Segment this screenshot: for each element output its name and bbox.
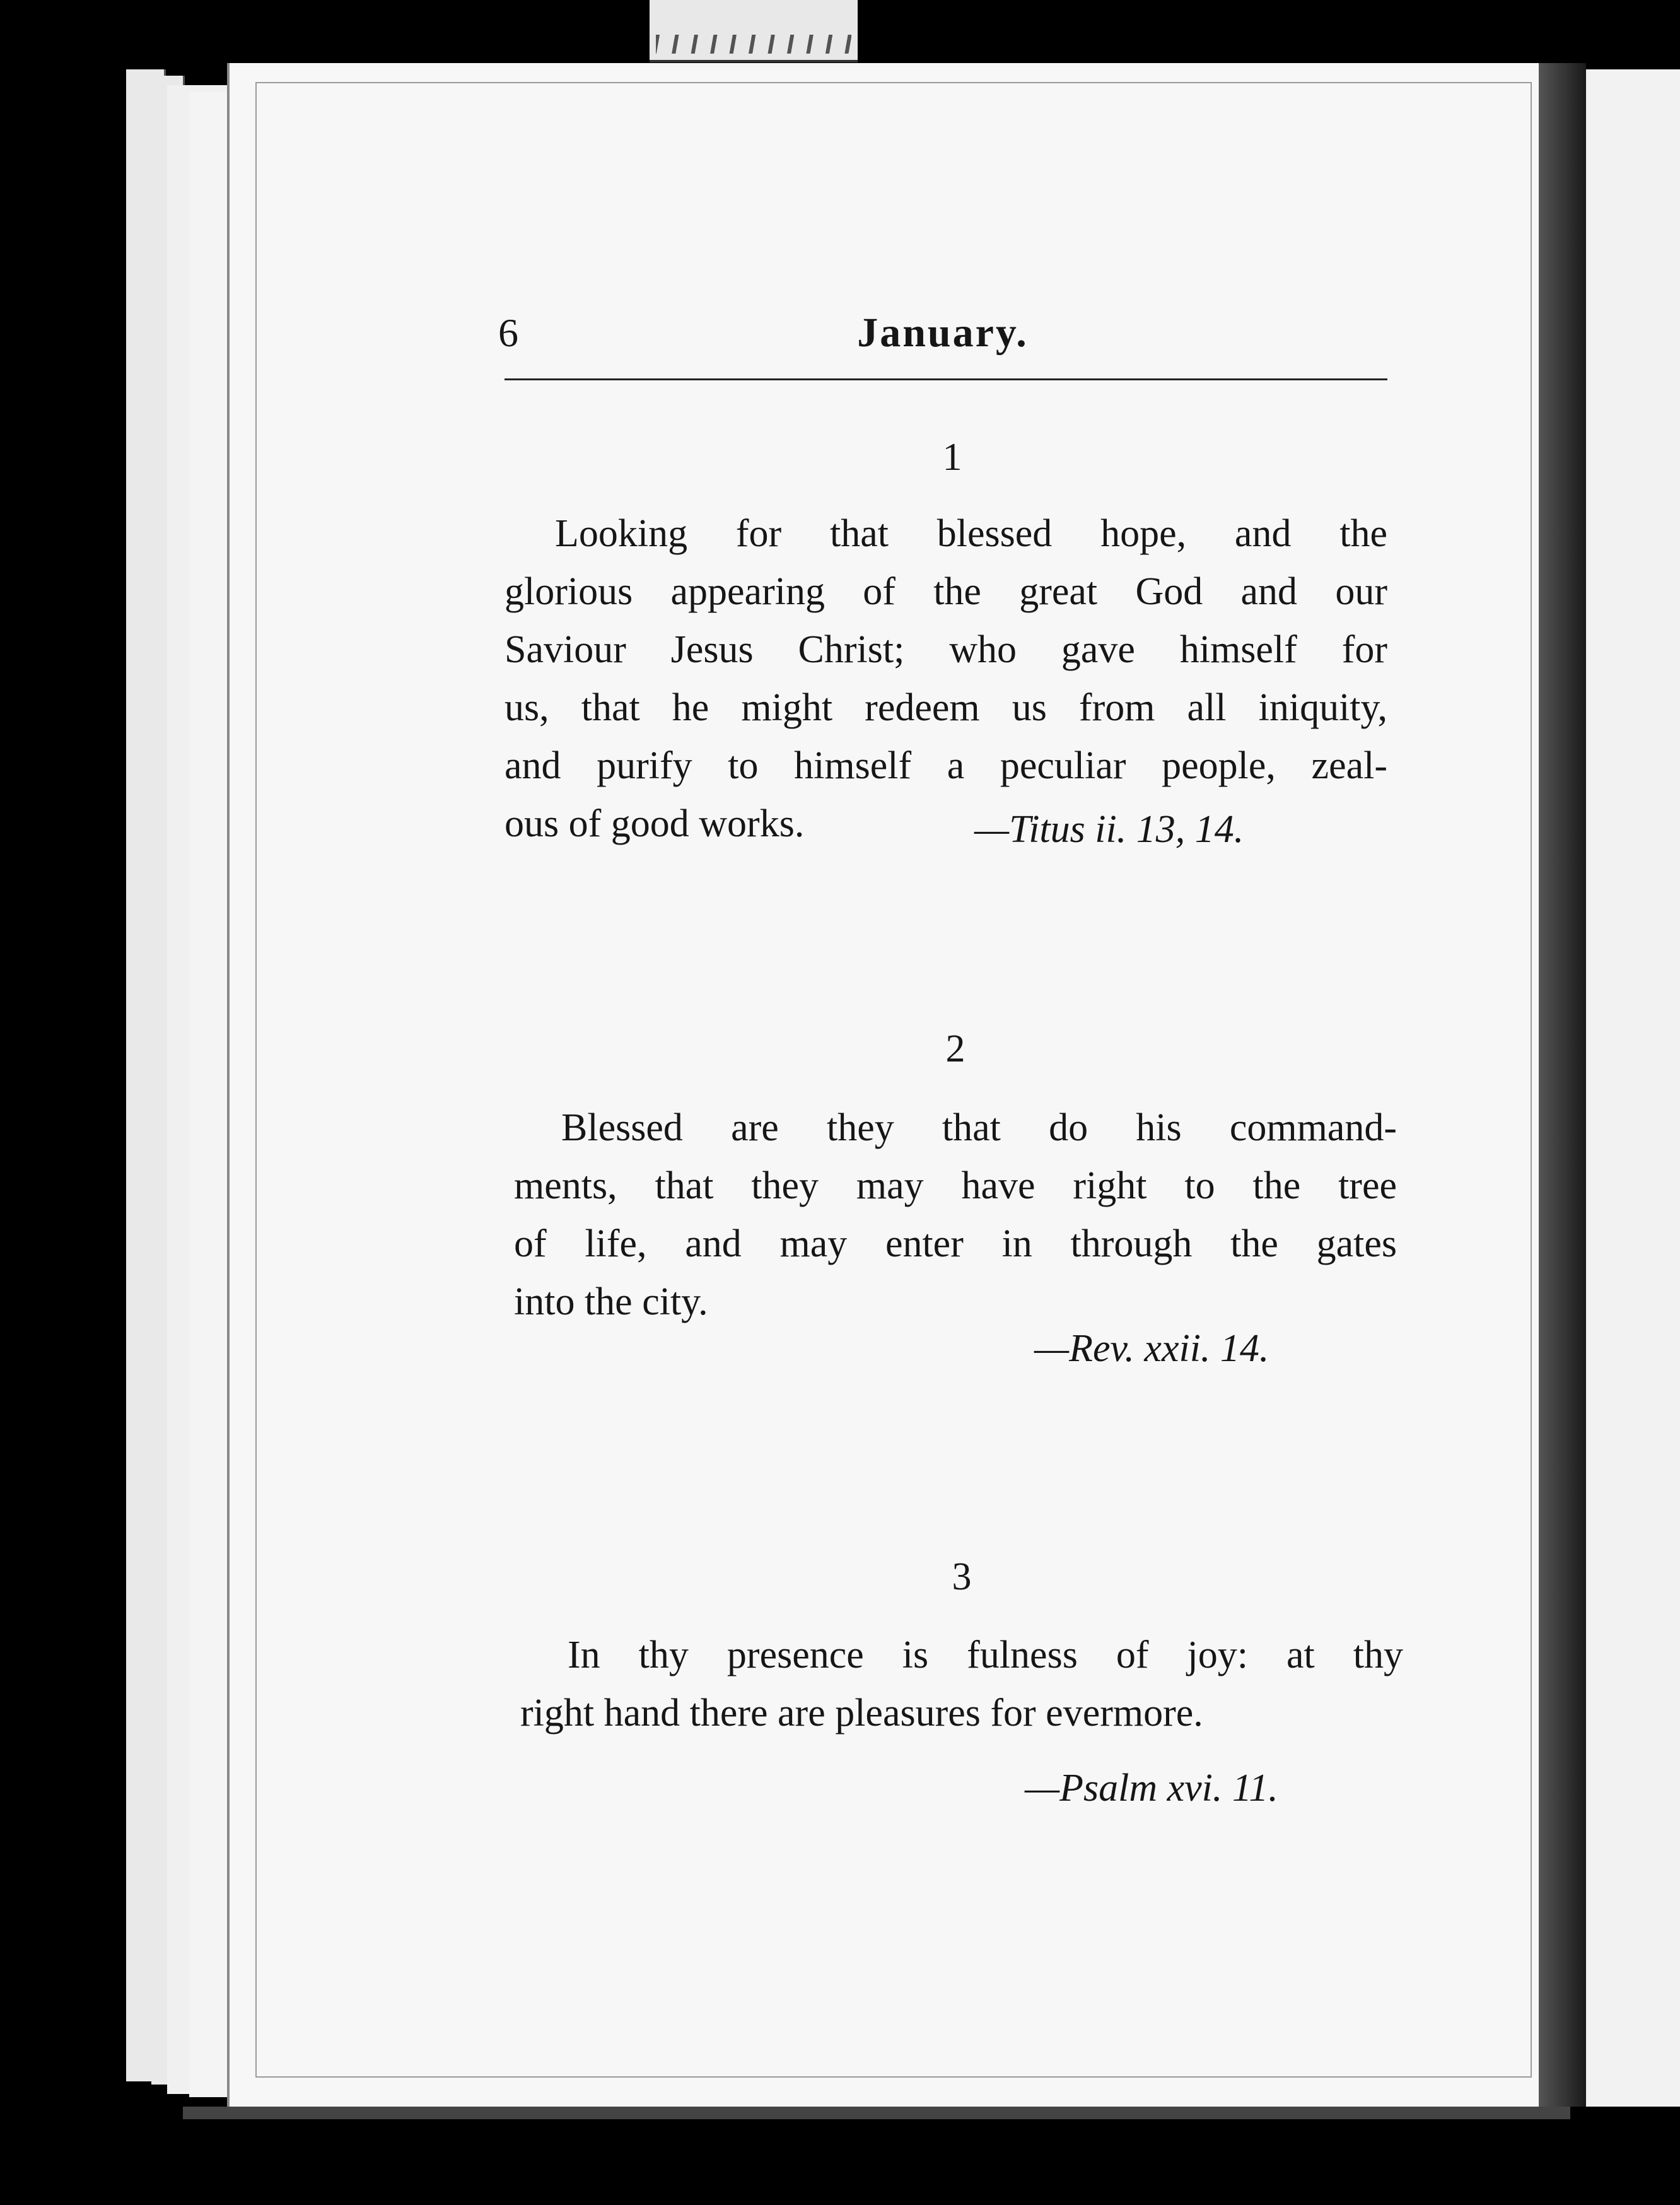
entry-number: 1 — [942, 436, 962, 479]
facing-page-edge — [1586, 69, 1680, 2107]
scripture-reference: —Titus ii. 13, 14. — [974, 808, 1244, 851]
verse-line: us, that he might redeem us from all iniquity, — [505, 686, 1387, 729]
verse-line: right hand there are pleasures for evermore. — [520, 1692, 1203, 1734]
verse-line: into the city. — [514, 1280, 708, 1323]
scripture-reference: —Rev. xxii. 14. — [1034, 1327, 1269, 1370]
scrap-handwriting — [656, 35, 851, 54]
verse-line: and purify to himself a peculiar people, zeal- — [505, 744, 1387, 787]
verse-text — [505, 505, 1387, 853]
verse-line: In thy presence is fulness of joy: at thy — [568, 1634, 1403, 1676]
verse-line: Saviour Jesus Christ; who gave himself for — [505, 628, 1387, 671]
verse-line: of life, and may enter in through the gates — [514, 1222, 1397, 1265]
verse-line: Looking for that blessed hope, and the — [555, 512, 1387, 555]
verse-text — [514, 1099, 1397, 1331]
verse-line: glorious appearing of the great God and our — [505, 570, 1387, 613]
entry-number: 2 — [945, 1027, 965, 1070]
book-page — [227, 63, 1541, 2107]
running-title: January. — [857, 310, 1029, 356]
page-number: 6 — [498, 310, 518, 355]
verse-line: Blessed are they that do his command- — [561, 1106, 1397, 1149]
header-rule — [505, 378, 1387, 380]
gutter-shadow — [1539, 63, 1586, 2107]
verse-text — [520, 1626, 1403, 1742]
verse-line: ous of good works. — [505, 802, 805, 845]
entry-number: 3 — [952, 1555, 972, 1598]
scripture-reference: —Psalm xvi. 11. — [1025, 1767, 1278, 1810]
verse-line: ments, that they may have right to the tree — [514, 1164, 1397, 1207]
page-bottom-shadow — [183, 2107, 1570, 2119]
